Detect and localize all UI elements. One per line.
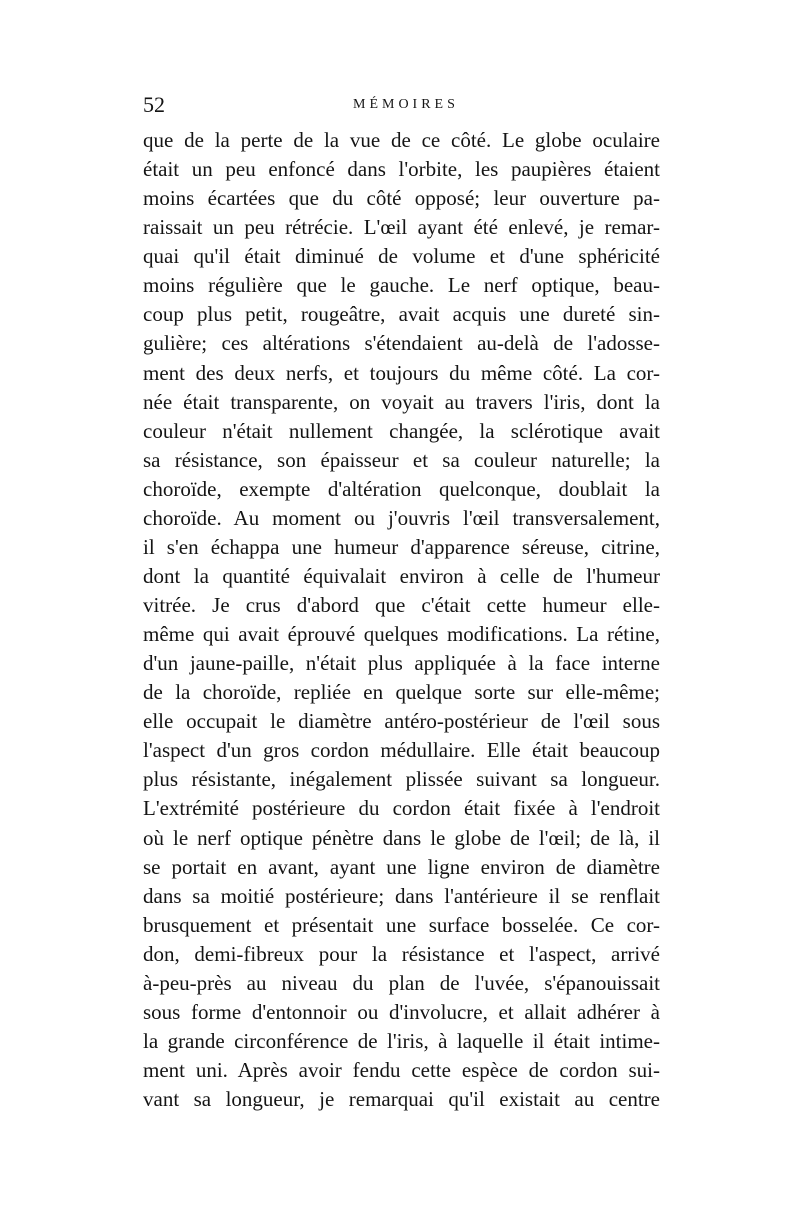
text-line: sous forme d'entonnoir ou d'involucre, et allait adhérer à: [143, 999, 660, 1024]
text-line: à-peu-près au niveau du plan de l'uvée, s'épanouissait: [143, 970, 660, 995]
running-head: [143, 93, 660, 117]
text-line: elle occupait le diamètre antéro-postérieur de l'œil sous: [143, 709, 660, 734]
text-line: vitrée. Je crus d'abord que c'était cette humeur elle-: [143, 593, 660, 617]
body-text: [143, 126, 660, 1114]
text-line: il s'en échappa une humeur d'apparence séreuse, citrine,: [143, 534, 660, 559]
text-line: dans sa moitié postérieure; dans l'antérieure il se renflait: [143, 883, 660, 908]
text-line: se portait en avant, ayant une ligne environ de diamètre: [143, 854, 660, 879]
text-line: d'un jaune-paille, n'était plus appliquée à la face interne: [143, 651, 660, 676]
text-line: l'aspect d'un gros cordon médullaire. Elle était beaucoup: [143, 738, 660, 763]
text-line: la grande circonférence de l'iris, à laquelle il était intime-: [143, 1028, 660, 1053]
text-line: ment des deux nerfs, et toujours du même côté. La cor-: [143, 360, 660, 385]
text-line: L'extrémité postérieure du cordon était fixée à l'endroit: [143, 796, 660, 821]
page-number: 52: [143, 92, 165, 117]
text-line: même qui avait éprouvé quelques modifications. La rétine,: [143, 622, 660, 647]
text-line: était un peu enfoncé dans l'orbite, les paupières étaient: [143, 157, 660, 182]
text-line: née était transparente, on voyait au travers l'iris, dont la: [143, 389, 660, 414]
text-line: sa résistance, son épaisseur et sa couleur naturelle; la: [143, 447, 660, 472]
text-line: quai qu'il était diminué de volume et d'une sphéricité: [143, 244, 660, 269]
text-line: moins écartées que du côté opposé; leur ouverture pa-: [143, 186, 660, 211]
text-line: vant sa longueur, je remarquai qu'il existait au centre: [143, 1087, 660, 1112]
text-line: gulière; ces altérations s'étendaient au-delà de l'adosse-: [143, 331, 660, 356]
text-line: où le nerf optique pénètre dans le globe de l'œil; de là, il: [143, 825, 660, 850]
text-line: de la choroïde, repliée en quelque sorte sur elle-même;: [143, 680, 660, 705]
text-line: don, demi-fibreux pour la résistance et l'aspect, arrivé: [143, 941, 660, 966]
text-line: moins régulière que le gauche. Le nerf optique, beau-: [143, 273, 660, 298]
text-line: choroïde. Au moment ou j'ouvris l'œil transversalement,: [143, 505, 660, 530]
text-line: que de la perte de la vue de ce côté. Le globe oculaire: [143, 128, 660, 152]
running-title: MÉMOIRES: [353, 97, 459, 112]
text-line: dont la quantité équivalait environ à celle de l'humeur: [143, 563, 660, 588]
text-line: couleur n'était nullement changée, la sclérotique avait: [143, 418, 660, 443]
text-line: coup plus petit, rougeâtre, avait acquis une dureté sin-: [143, 302, 660, 327]
text-line: plus résistante, inégalement plissée suivant sa longueur.: [143, 767, 660, 792]
text-line: ment uni. Après avoir fendu cette espèce de cordon sui-: [143, 1058, 660, 1082]
text-line: raissait un peu rétrécie. L'œil ayant été enlevé, je remar-: [143, 215, 660, 240]
text-line: choroïde, exempte d'altération quelconque, doublait la: [143, 476, 660, 501]
text-line: brusquement et présentait une surface bosselée. Ce cor-: [143, 912, 660, 937]
